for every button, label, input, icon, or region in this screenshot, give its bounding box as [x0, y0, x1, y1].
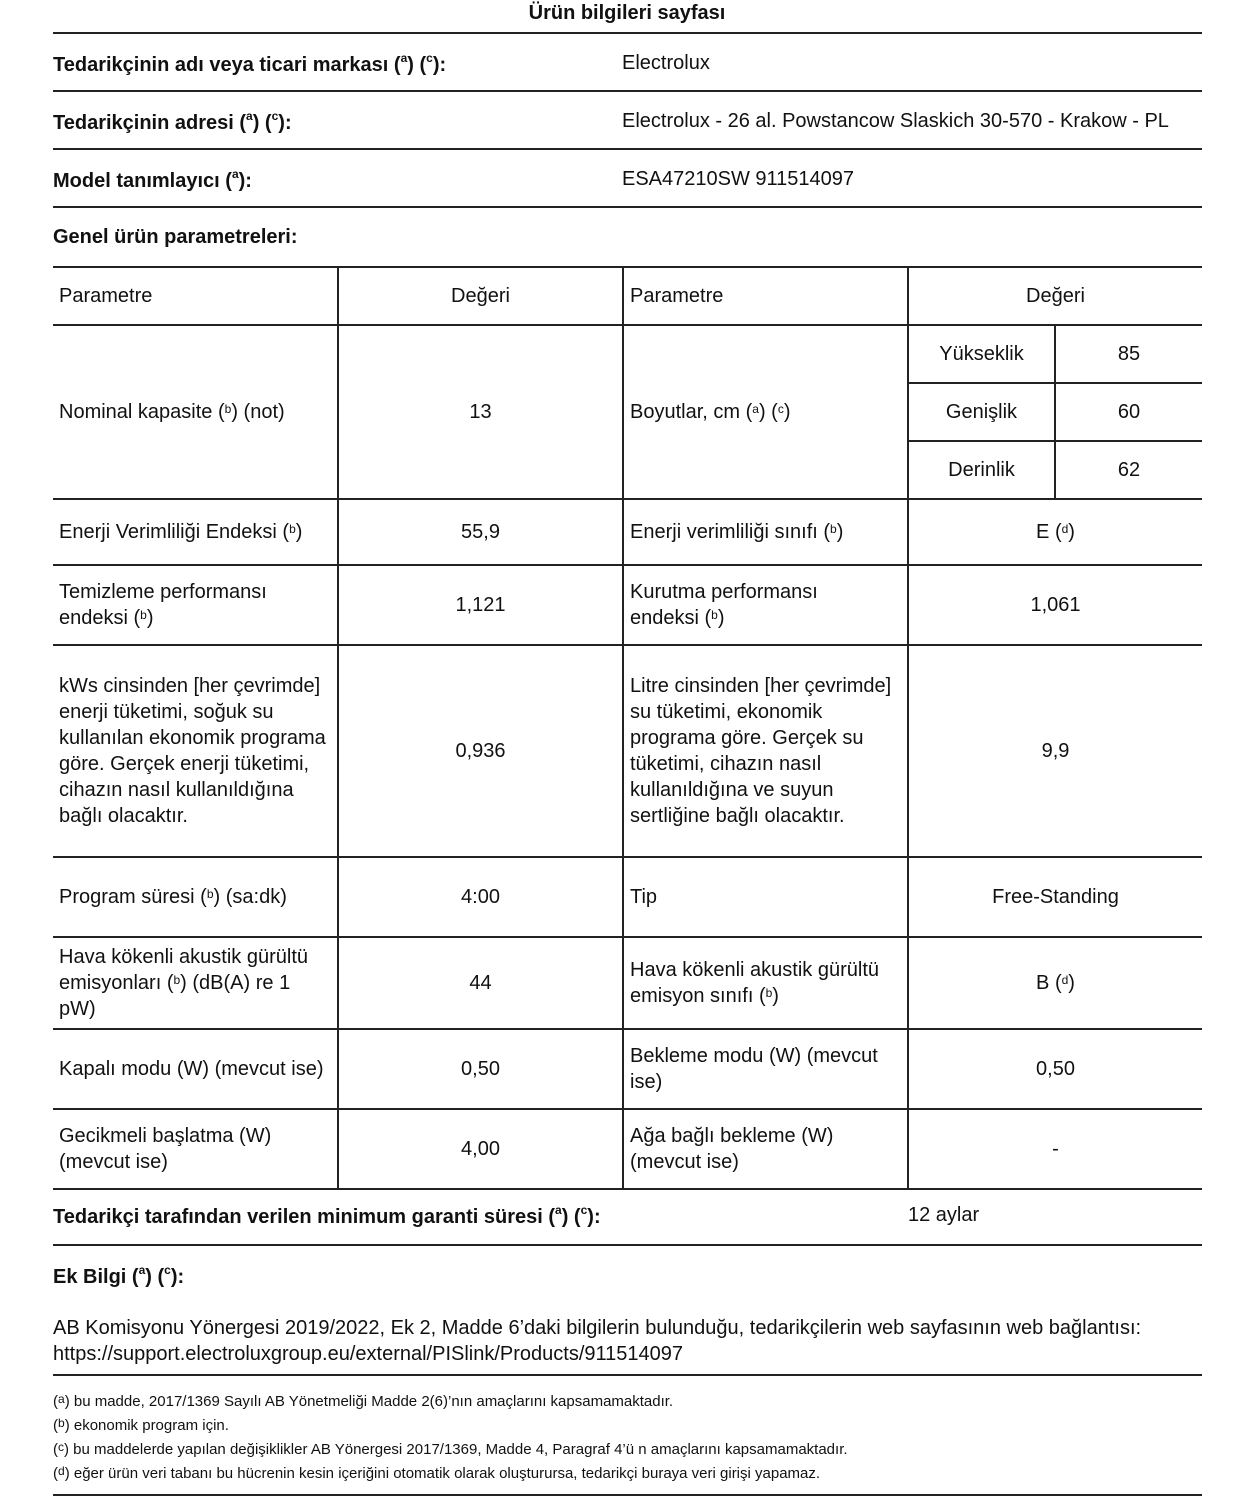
- address-row: [53, 92, 1202, 150]
- program-duration-label: Program süresi ($^b$) (sa:dk): [53, 857, 338, 937]
- drying-label: Kurutma performansı endeksi ($^b$): [623, 565, 908, 645]
- footnote-b: ($^b$) ekonomik program için.: [53, 1416, 229, 1434]
- page-title: Ürün bilgileri sayfası: [528, 2, 726, 24]
- table-header-row: [53, 267, 1202, 325]
- model-value: ESA47210SW 911514097: [622, 168, 855, 190]
- type-value: Free-Standing: [908, 857, 1202, 937]
- warranty-value: 12 aylar: [908, 1204, 980, 1226]
- drying-value: 1,061: [908, 565, 1202, 645]
- warranty-label: Tedarikçi tarafından verilen minimum garanti süresi ($^a$) ($^c$):: [53, 1203, 601, 1228]
- water-consumption-label: Litre cinsinden [her çevrimde] su tüketimi, ekonomik programa göre. Gerçek su tüketimi, cihazın nasıl kullanıldığına ve suyun sertliğine bağlı olacaktır.: [623, 645, 908, 857]
- off-mode-label: Kapalı modu (W) (mevcut ise): [53, 1029, 338, 1109]
- standby-value: 0,50: [908, 1029, 1202, 1109]
- table-row: [53, 937, 1202, 1029]
- water-consumption-value: 9,9: [908, 645, 1202, 857]
- eei-label: Enerji Verimliliği Endeksi ($^b$): [53, 499, 338, 565]
- network-standby-value: -: [908, 1109, 1202, 1189]
- header-value-1: Değeri: [338, 267, 623, 325]
- model-label: Model tanımlayıcı ($^a$):: [53, 167, 252, 192]
- header-value-2: Değeri: [908, 267, 1202, 325]
- standby-label: Bekleme modu (W) (mevcut ise): [623, 1029, 908, 1109]
- supplier-value: Electrolux: [622, 52, 710, 74]
- footnote-d: ($^d$) eğer ürün veri tabanı bu hücrenin kesin içeriğini otomatik olarak oluşturursa, tedarikçi buraya veri girişi yapamaz.: [53, 1464, 821, 1482]
- height-value: 85: [1055, 325, 1202, 383]
- address-label: Tedarikçinin adresi ($^a$) ($^c$):: [53, 109, 292, 134]
- extra-info-label: Ek Bilgi ($^a$) ($^c$):: [53, 1263, 185, 1288]
- table-row: [53, 1109, 1202, 1189]
- table-row: [53, 1029, 1202, 1109]
- noise-class-label: Hava kökenli akustik gürültü emisyon sınıfı ($^b$): [623, 937, 908, 1029]
- program-duration-value: 4:00: [338, 857, 623, 937]
- energy-consumption-value: 0,936: [338, 645, 623, 857]
- noise-value: 44: [338, 937, 623, 1029]
- width-value: 60: [1055, 383, 1202, 441]
- off-mode-value: 0,50: [338, 1029, 623, 1109]
- table-row: [53, 325, 1202, 383]
- supplier-row: [53, 34, 1202, 92]
- footnote-c: ($^c$) bu maddelerde yapılan değişiklikler AB Yönergesi 2017/1369, Madde 4, Paragraf 4’ü n amaçlarını kapsamamaktadır.: [53, 1440, 848, 1458]
- extra-info-text: AB Komisyonu Yönergesi 2019/2022, Ek 2, Madde 6’daki bilgilerin bulunduğu, tedarikçilerin web sayfasının web bağlantısı: https://support.electroluxgroup.eu/external/PISlink/Products/911514097: [53, 1317, 1142, 1365]
- warranty-row: [53, 1188, 1202, 1246]
- general-params-label: Genel ürün parametreleri:: [53, 226, 298, 248]
- capacity-label: Nominal kapasite ($^b$) (not): [53, 325, 338, 499]
- noise-label: Hava kökenli akustik gürültü emisyonları ($^b$) (dB(A) re 1 pW): [53, 937, 338, 1029]
- depth-label: Derinlik: [908, 441, 1055, 499]
- dimensions-label: Boyutlar, cm ($^a$) ($^c$): [623, 325, 908, 499]
- table-row: [53, 499, 1202, 565]
- model-row: [53, 150, 1202, 208]
- divider: [53, 1494, 1202, 1496]
- header-param-1: Parametre: [53, 267, 338, 325]
- parameters-table: [53, 266, 1202, 1190]
- address-value: Electrolux - 26 al. Powstancow Slaskich 30-570 - Krakow - PL: [622, 110, 1169, 132]
- type-label: Tip: [623, 857, 908, 937]
- supplier-label: Tedarikçinin adı veya ticari markası ($^a$) ($^c$):: [53, 51, 447, 76]
- cleaning-label: Temizleme performansı endeksi ($^b$): [53, 565, 338, 645]
- delay-start-label: Gecikmeli başlatma (W) (mevcut ise): [53, 1109, 338, 1189]
- width-label: Genişlik: [908, 383, 1055, 441]
- height-label: Yükseklik: [908, 325, 1055, 383]
- network-standby-label: Ağa bağlı bekleme (W) (mevcut ise): [623, 1109, 908, 1189]
- footnote-a: ($^a$) bu madde, 2017/1369 Sayılı AB Yönetmeliği Madde 2(6)’nın amaçlarını kapsamamaktadır.: [53, 1392, 674, 1410]
- divider: [53, 1374, 1202, 1376]
- capacity-value: 13: [338, 325, 623, 499]
- energy-class-value: E ($^d$): [908, 499, 1202, 565]
- general-params-row: [53, 208, 1202, 266]
- noise-class-value: B ($^d$): [908, 937, 1202, 1029]
- eei-value: 55,9: [338, 499, 623, 565]
- depth-value: 62: [1055, 441, 1202, 499]
- table-row: [53, 645, 1202, 857]
- energy-class-label: Enerji verimliliği sınıfı ($^b$): [623, 499, 908, 565]
- delay-start-value: 4,00: [338, 1109, 623, 1189]
- table-row: [53, 857, 1202, 937]
- header-param-2: Parametre: [623, 267, 908, 325]
- energy-consumption-label: kWs cinsinden [her çevrimde] enerji tüketimi, soğuk su kullanılan ekonomik programa göre. Gerçek enerji tüketimi, cihazın nasıl kullanıldığına bağlı olacaktır.: [53, 645, 338, 857]
- cleaning-value: 1,121: [338, 565, 623, 645]
- table-row: [53, 565, 1202, 645]
